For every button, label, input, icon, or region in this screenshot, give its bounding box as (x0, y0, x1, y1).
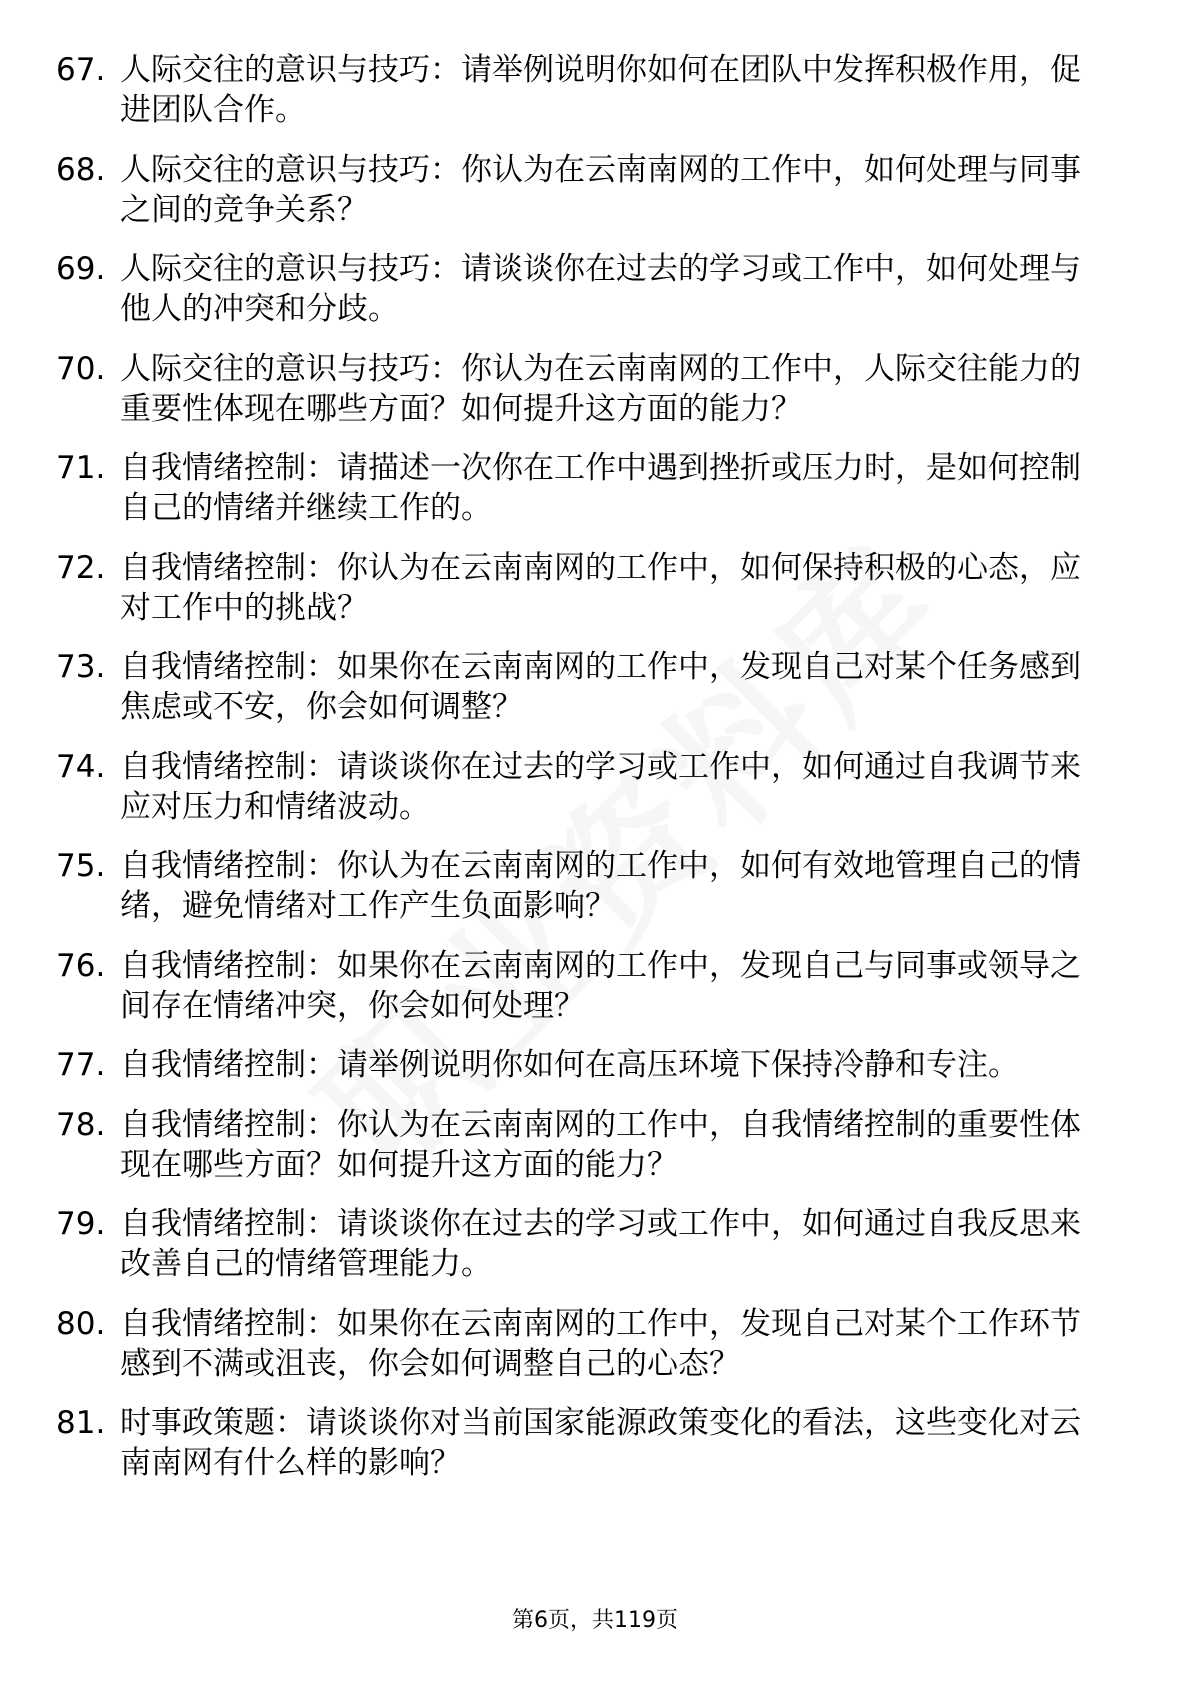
question-number: 81. (56, 1405, 106, 1441)
question-item-74 (56, 747, 1136, 827)
question-text: 人际交往的意识与技巧：请谈谈你在过去的学习或工作中，如何处理与他人的冲突和分歧。 (120, 251, 1081, 327)
question-text: 人际交往的意识与技巧：你认为在云南南网的工作中，如何处理与同事之间的竞争关系？ (120, 151, 1081, 228)
question-number: 73. (56, 649, 106, 685)
question-text: 自我情绪控制：如果你在云南南网的工作中，发现自己与同事或领导之间存在情绪冲突，你会如何处理？ (120, 947, 1081, 1024)
question-text: 自我情绪控制：请举例说明你如何在高压环境下保持冷静和专注。 (120, 1047, 1019, 1083)
question-item-81 (56, 1403, 1136, 1483)
question-text: 自我情绪控制：如果你在云南南网的工作中，发现自己对某个工作环节感到不满或沮丧，你会如何调整自己的心态？ (120, 1305, 1081, 1382)
question-number: 75. (56, 848, 106, 884)
question-item-71 (56, 448, 1136, 528)
question-item-78 (56, 1105, 1136, 1185)
question-number: 68. (56, 151, 106, 188)
question-item-76 (56, 946, 1136, 1026)
question-item-72 (56, 548, 1136, 628)
question-text: 时事政策题：请谈谈你对当前国家能源政策变化的看法，这些变化对云南南网有什么样的影响？ (120, 1405, 1081, 1481)
question-list (56, 50, 1136, 1503)
question-item-69 (56, 249, 1136, 329)
question-text: 自我情绪控制：你认为在云南南网的工作中，自我情绪控制的重要性体现在哪些方面？如何提升这方面的能力？ (120, 1106, 1081, 1183)
question-item-79 (56, 1204, 1136, 1284)
question-text: 人际交往的意识与技巧：你认为在云南南网的工作中，人际交往能力的重要性体现在哪些方面？如何提升这方面的能力？ (120, 350, 1081, 427)
question-number: 69. (56, 251, 106, 287)
question-number: 67. (56, 52, 106, 88)
question-item-75 (56, 846, 1136, 926)
question-number: 70. (56, 350, 106, 387)
page-number-label: 第6页，共119页 (512, 1608, 678, 1633)
question-number: 78. (56, 1106, 106, 1143)
page-footer (0, 1607, 1190, 1635)
question-number: 72. (56, 549, 106, 586)
question-text: 自我情绪控制：你认为在云南南网的工作中，如何有效地管理自己的情绪，避免情绪对工作产生负面影响？ (120, 848, 1081, 924)
question-number: 80. (56, 1305, 106, 1342)
question-text: 自我情绪控制：请谈谈你在过去的学习或工作中，如何通过自我反思来改善自己的情绪管理能力。 (120, 1206, 1081, 1282)
question-text: 自我情绪控制：你认为在云南南网的工作中，如何保持积极的心态，应对工作中的挑战？ (120, 549, 1081, 626)
question-number: 76. (56, 947, 106, 984)
question-item-67 (56, 50, 1136, 130)
question-text: 自我情绪控制：请谈谈你在过去的学习或工作中，如何通过自我调节来应对压力和情绪波动。 (120, 748, 1081, 825)
question-item-73 (56, 647, 1136, 727)
question-item-70 (56, 349, 1136, 429)
question-item-68 (56, 150, 1136, 230)
question-text: 自我情绪控制：如果你在云南南网的工作中，发现自己对某个任务感到焦虑或不安，你会如何调整？ (120, 649, 1081, 725)
question-number: 79. (56, 1206, 106, 1242)
question-text: 人际交往的意识与技巧：请举例说明你如何在团队中发挥积极作用，促进团队合作。 (120, 52, 1081, 128)
question-number: 74. (56, 748, 106, 785)
question-number: 77. (56, 1047, 106, 1083)
question-number: 71. (56, 450, 106, 486)
question-item-77 (56, 1045, 1136, 1085)
question-text: 自我情绪控制：请描述一次你在工作中遇到挫折或压力时，是如何控制自己的情绪并继续工作的。 (120, 450, 1081, 526)
question-item-80 (56, 1304, 1136, 1384)
